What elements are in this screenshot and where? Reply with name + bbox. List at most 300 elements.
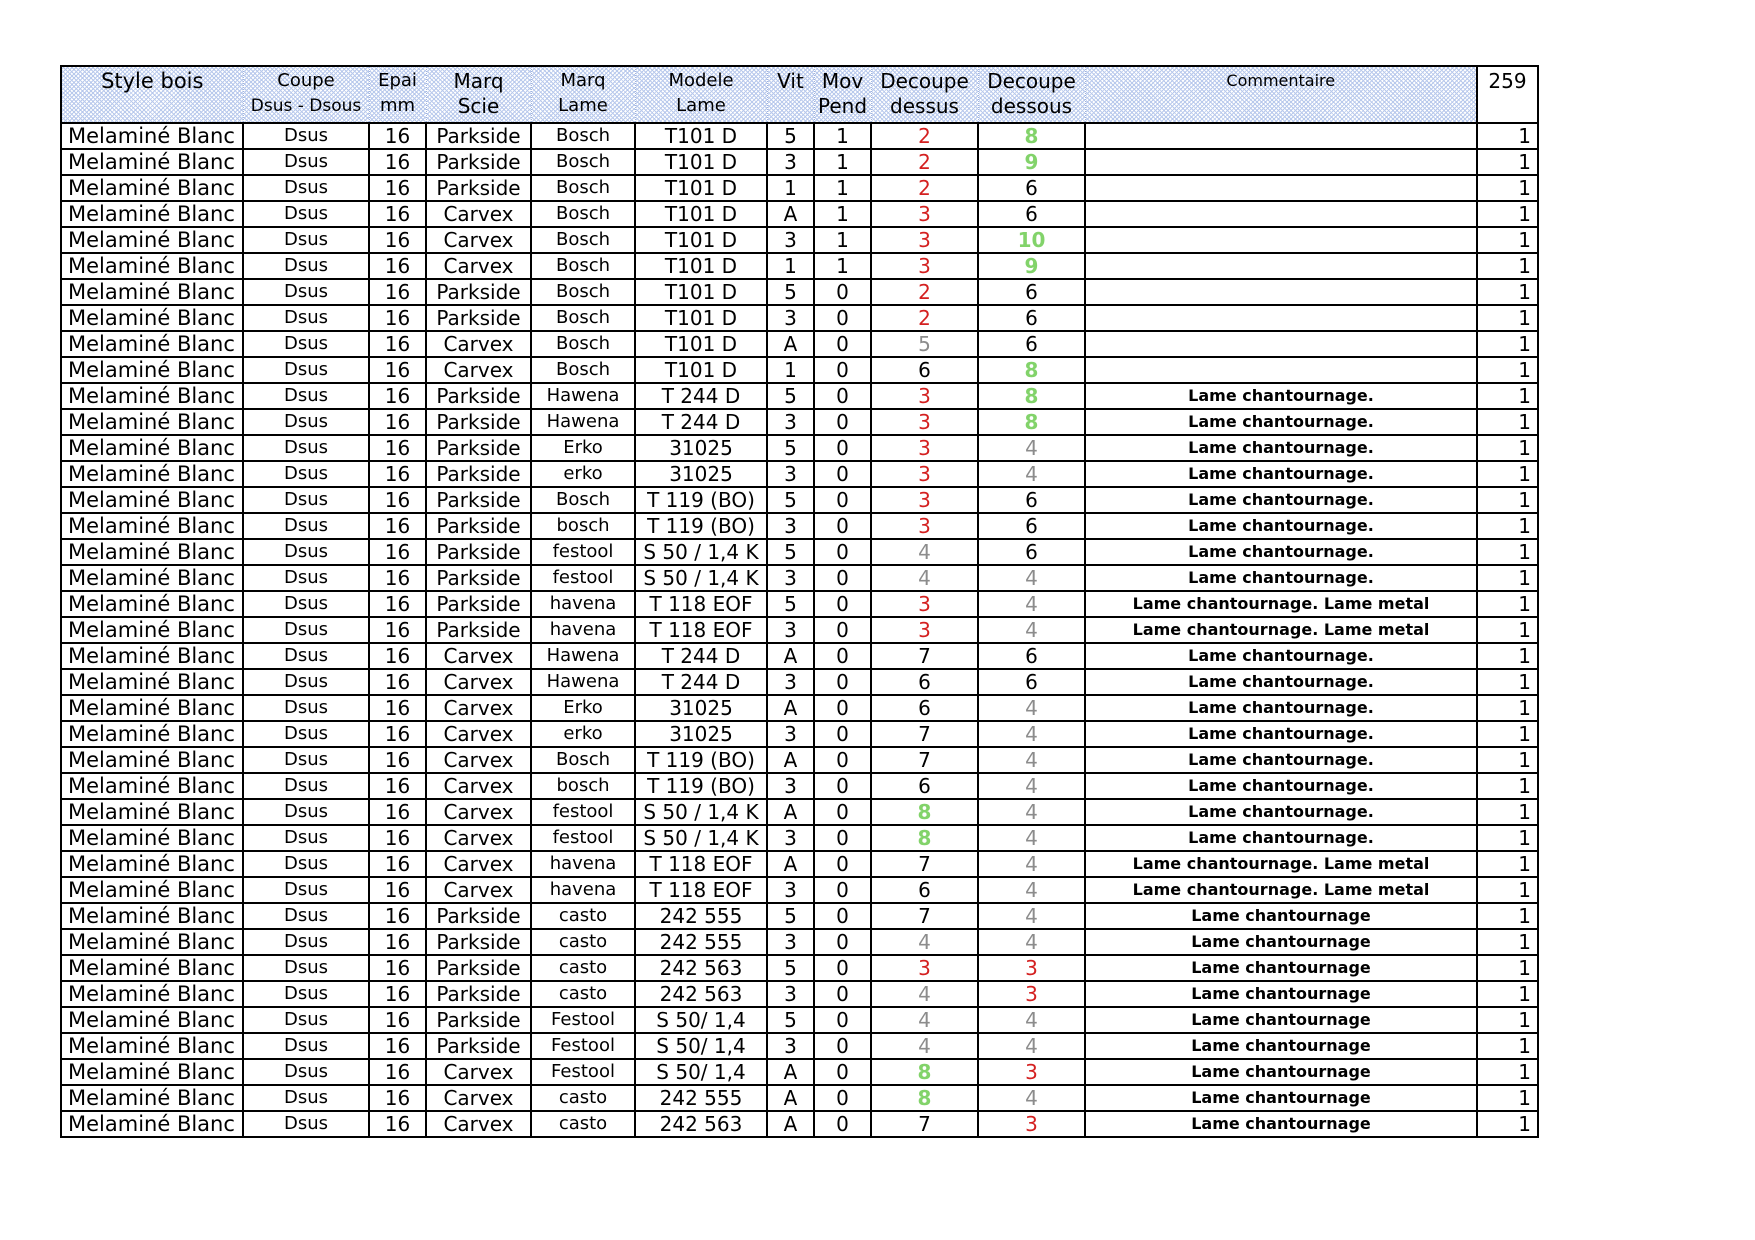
cell-style-bois: Melaminé Blanc xyxy=(61,201,243,227)
cell-decoupe-dessus: 7 xyxy=(871,747,978,773)
cell-commentaire: Lame chantournage xyxy=(1085,1033,1477,1059)
cell-epai: 16 xyxy=(369,1111,426,1137)
cell-marq-lame: havena xyxy=(531,617,635,643)
cell-mov: 0 xyxy=(814,721,871,747)
cell-mov: 0 xyxy=(814,643,871,669)
cell-epai: 16 xyxy=(369,227,426,253)
cell-epai: 16 xyxy=(369,591,426,617)
cell-decoupe-dessous: 4 xyxy=(978,1033,1085,1059)
cell-decoupe-dessus: 4 xyxy=(871,1007,978,1033)
cell-count: 1 xyxy=(1477,253,1538,279)
cell-mov: 1 xyxy=(814,175,871,201)
cell-mov: 0 xyxy=(814,1111,871,1137)
cell-coupe: Dsus xyxy=(243,565,369,591)
cell-epai: 16 xyxy=(369,617,426,643)
cell-style-bois: Melaminé Blanc xyxy=(61,1059,243,1085)
cell-vit: 3 xyxy=(767,1033,814,1059)
header-modele: Modele Lame xyxy=(635,66,767,123)
cell-marq-lame: Bosch xyxy=(531,227,635,253)
cell-commentaire: Lame chantournage. xyxy=(1085,747,1477,773)
cell-marq-lame: Bosch xyxy=(531,357,635,383)
cell-mov: 0 xyxy=(814,695,871,721)
cell-count: 1 xyxy=(1477,747,1538,773)
cell-decoupe-dessous: 6 xyxy=(978,175,1085,201)
table-header xyxy=(61,66,1538,123)
cell-decoupe-dessus: 3 xyxy=(871,487,978,513)
cell-marq-scie: Parkside xyxy=(426,539,531,565)
cell-decoupe-dessous: 6 xyxy=(978,487,1085,513)
cell-coupe: Dsus xyxy=(243,1007,369,1033)
cell-count: 1 xyxy=(1477,1059,1538,1085)
cell-vit: A xyxy=(767,1111,814,1137)
cell-mov: 1 xyxy=(814,201,871,227)
cell-marq-lame: bosch xyxy=(531,773,635,799)
cell-epai: 16 xyxy=(369,1059,426,1085)
cell-commentaire: Lame chantournage. xyxy=(1085,513,1477,539)
cell-mov: 0 xyxy=(814,799,871,825)
cell-decoupe-dessus: 6 xyxy=(871,669,978,695)
cell-style-bois: Melaminé Blanc xyxy=(61,695,243,721)
cell-mov: 0 xyxy=(814,513,871,539)
cell-decoupe-dessus: 2 xyxy=(871,123,978,149)
cell-count: 1 xyxy=(1477,825,1538,851)
cell-marq-scie: Parkside xyxy=(426,1007,531,1033)
cell-commentaire: Lame chantournage. xyxy=(1085,695,1477,721)
cell-marq-scie: Carvex xyxy=(426,227,531,253)
cell-modele: 31025 xyxy=(635,695,767,721)
results-table xyxy=(60,65,1539,1138)
cell-coupe: Dsus xyxy=(243,955,369,981)
cell-epai: 16 xyxy=(369,279,426,305)
cell-coupe: Dsus xyxy=(243,123,369,149)
cell-commentaire: Lame chantournage. xyxy=(1085,409,1477,435)
table-row xyxy=(61,981,1538,1007)
cell-count: 1 xyxy=(1477,591,1538,617)
cell-decoupe-dessous: 4 xyxy=(978,565,1085,591)
table-row xyxy=(61,279,1538,305)
cell-commentaire: Lame chantournage xyxy=(1085,1007,1477,1033)
cell-coupe: Dsus xyxy=(243,981,369,1007)
cell-coupe: Dsus xyxy=(243,487,369,513)
cell-vit: 5 xyxy=(767,903,814,929)
cell-count: 1 xyxy=(1477,461,1538,487)
cell-mov: 0 xyxy=(814,955,871,981)
cell-decoupe-dessous: 9 xyxy=(978,149,1085,175)
cell-marq-lame: Bosch xyxy=(531,305,635,331)
cell-decoupe-dessous: 4 xyxy=(978,695,1085,721)
cell-coupe: Dsus xyxy=(243,851,369,877)
cell-marq-scie: Parkside xyxy=(426,981,531,1007)
cell-commentaire: Lame chantournage xyxy=(1085,1085,1477,1111)
cell-decoupe-dessous: 3 xyxy=(978,955,1085,981)
table-row xyxy=(61,513,1538,539)
cell-marq-scie: Parkside xyxy=(426,279,531,305)
cell-vit: A xyxy=(767,1059,814,1085)
cell-decoupe-dessous: 3 xyxy=(978,1059,1085,1085)
cell-count: 1 xyxy=(1477,357,1538,383)
cell-commentaire: Lame chantournage. Lame metal xyxy=(1085,617,1477,643)
cell-commentaire xyxy=(1085,175,1477,201)
cell-count: 1 xyxy=(1477,903,1538,929)
cell-commentaire: Lame chantournage. xyxy=(1085,383,1477,409)
cell-commentaire xyxy=(1085,253,1477,279)
cell-coupe: Dsus xyxy=(243,1111,369,1137)
cell-style-bois: Melaminé Blanc xyxy=(61,617,243,643)
cell-vit: A xyxy=(767,1085,814,1111)
cell-mov: 0 xyxy=(814,669,871,695)
cell-style-bois: Melaminé Blanc xyxy=(61,1111,243,1137)
cell-modele: T101 D xyxy=(635,331,767,357)
cell-commentaire xyxy=(1085,305,1477,331)
cell-marq-scie: Parkside xyxy=(426,1033,531,1059)
cell-marq-lame: festool xyxy=(531,825,635,851)
cell-decoupe-dessous: 4 xyxy=(978,721,1085,747)
cell-decoupe-dessous: 4 xyxy=(978,1007,1085,1033)
cell-modele: T101 D xyxy=(635,123,767,149)
cell-marq-lame: festool xyxy=(531,565,635,591)
cell-marq-scie: Parkside xyxy=(426,305,531,331)
cell-vit: 5 xyxy=(767,539,814,565)
table-row xyxy=(61,149,1538,175)
cell-decoupe-dessus: 2 xyxy=(871,149,978,175)
cell-decoupe-dessus: 3 xyxy=(871,617,978,643)
cell-mov: 0 xyxy=(814,435,871,461)
cell-decoupe-dessous: 10 xyxy=(978,227,1085,253)
cell-coupe: Dsus xyxy=(243,539,369,565)
cell-count: 1 xyxy=(1477,669,1538,695)
table-row xyxy=(61,331,1538,357)
cell-count: 1 xyxy=(1477,513,1538,539)
cell-decoupe-dessus: 7 xyxy=(871,1111,978,1137)
cell-vit: 1 xyxy=(767,357,814,383)
cell-mov: 0 xyxy=(814,773,871,799)
cell-marq-scie: Carvex xyxy=(426,1085,531,1111)
cell-decoupe-dessus: 4 xyxy=(871,981,978,1007)
cell-decoupe-dessus: 2 xyxy=(871,175,978,201)
cell-modele: S 50/ 1,4 xyxy=(635,1033,767,1059)
cell-vit: 3 xyxy=(767,669,814,695)
cell-vit: A xyxy=(767,851,814,877)
cell-marq-lame: casto xyxy=(531,929,635,955)
table-row xyxy=(61,877,1538,903)
cell-vit: 5 xyxy=(767,435,814,461)
cell-marq-lame: Festool xyxy=(531,1007,635,1033)
table-row xyxy=(61,461,1538,487)
cell-decoupe-dessus: 2 xyxy=(871,305,978,331)
cell-coupe: Dsus xyxy=(243,721,369,747)
cell-coupe: Dsus xyxy=(243,1059,369,1085)
cell-commentaire xyxy=(1085,227,1477,253)
cell-epai: 16 xyxy=(369,331,426,357)
table-row xyxy=(61,955,1538,981)
cell-commentaire: Lame chantournage. xyxy=(1085,643,1477,669)
cell-mov: 0 xyxy=(814,591,871,617)
cell-mov: 0 xyxy=(814,851,871,877)
cell-epai: 16 xyxy=(369,721,426,747)
cell-modele: T 119 (BO) xyxy=(635,747,767,773)
cell-mov: 0 xyxy=(814,357,871,383)
cell-marq-scie: Carvex xyxy=(426,721,531,747)
cell-marq-scie: Parkside xyxy=(426,591,531,617)
cell-decoupe-dessous: 6 xyxy=(978,669,1085,695)
cell-marq-lame: Bosch xyxy=(531,487,635,513)
cell-modele: 242 563 xyxy=(635,981,767,1007)
cell-decoupe-dessous: 6 xyxy=(978,305,1085,331)
cell-mov: 0 xyxy=(814,903,871,929)
cell-decoupe-dessus: 3 xyxy=(871,513,978,539)
cell-coupe: Dsus xyxy=(243,435,369,461)
cell-marq-lame: erko xyxy=(531,461,635,487)
cell-vit: 5 xyxy=(767,591,814,617)
cell-style-bois: Melaminé Blanc xyxy=(61,279,243,305)
cell-decoupe-dessous: 6 xyxy=(978,539,1085,565)
cell-modele: T 119 (BO) xyxy=(635,513,767,539)
cell-modele: T 244 D xyxy=(635,383,767,409)
cell-modele: S 50 / 1,4 K xyxy=(635,799,767,825)
header-decoupe-dessous: Decoupe dessous xyxy=(978,66,1085,123)
cell-decoupe-dessus: 3 xyxy=(871,409,978,435)
cell-mov: 0 xyxy=(814,331,871,357)
cell-coupe: Dsus xyxy=(243,877,369,903)
cell-marq-lame: Erko xyxy=(531,435,635,461)
cell-style-bois: Melaminé Blanc xyxy=(61,253,243,279)
cell-marq-scie: Carvex xyxy=(426,825,531,851)
cell-decoupe-dessous: 8 xyxy=(978,409,1085,435)
cell-decoupe-dessus: 4 xyxy=(871,929,978,955)
cell-marq-scie: Parkside xyxy=(426,929,531,955)
cell-vit: A xyxy=(767,695,814,721)
cell-decoupe-dessous: 6 xyxy=(978,513,1085,539)
cell-epai: 16 xyxy=(369,773,426,799)
cell-style-bois: Melaminé Blanc xyxy=(61,357,243,383)
cell-coupe: Dsus xyxy=(243,929,369,955)
cell-modele: T 244 D xyxy=(635,643,767,669)
cell-epai: 16 xyxy=(369,903,426,929)
cell-marq-lame: casto xyxy=(531,903,635,929)
cell-style-bois: Melaminé Blanc xyxy=(61,747,243,773)
cell-mov: 1 xyxy=(814,253,871,279)
cell-vit: 1 xyxy=(767,253,814,279)
cell-marq-scie: Parkside xyxy=(426,435,531,461)
cell-marq-lame: havena xyxy=(531,591,635,617)
table-row xyxy=(61,357,1538,383)
cell-decoupe-dessous: 4 xyxy=(978,461,1085,487)
table-row xyxy=(61,591,1538,617)
cell-modele: T101 D xyxy=(635,227,767,253)
cell-marq-lame: Festool xyxy=(531,1059,635,1085)
cell-count: 1 xyxy=(1477,877,1538,903)
cell-commentaire: Lame chantournage. xyxy=(1085,721,1477,747)
cell-marq-lame: Bosch xyxy=(531,747,635,773)
cell-commentaire xyxy=(1085,331,1477,357)
cell-coupe: Dsus xyxy=(243,695,369,721)
cell-style-bois: Melaminé Blanc xyxy=(61,123,243,149)
cell-style-bois: Melaminé Blanc xyxy=(61,851,243,877)
cell-count: 1 xyxy=(1477,773,1538,799)
cell-vit: 5 xyxy=(767,1007,814,1033)
cell-marq-lame: Bosch xyxy=(531,201,635,227)
cell-modele: T101 D xyxy=(635,253,767,279)
cell-modele: S 50 / 1,4 K xyxy=(635,565,767,591)
cell-count: 1 xyxy=(1477,617,1538,643)
cell-count: 1 xyxy=(1477,643,1538,669)
cell-marq-lame: erko xyxy=(531,721,635,747)
cell-style-bois: Melaminé Blanc xyxy=(61,539,243,565)
cell-coupe: Dsus xyxy=(243,669,369,695)
cell-decoupe-dessus: 3 xyxy=(871,435,978,461)
cell-marq-scie: Parkside xyxy=(426,409,531,435)
cell-mov: 0 xyxy=(814,877,871,903)
cell-vit: 3 xyxy=(767,721,814,747)
cell-marq-scie: Parkside xyxy=(426,175,531,201)
cell-count: 1 xyxy=(1477,539,1538,565)
cell-epai: 16 xyxy=(369,565,426,591)
cell-modele: S 50 / 1,4 K xyxy=(635,539,767,565)
cell-mov: 0 xyxy=(814,279,871,305)
header-commentaire: Commentaire xyxy=(1085,66,1477,123)
cell-commentaire: Lame chantournage xyxy=(1085,1059,1477,1085)
cell-style-bois: Melaminé Blanc xyxy=(61,383,243,409)
header-marq-scie: Marq Scie xyxy=(426,66,531,123)
cell-count: 1 xyxy=(1477,1085,1538,1111)
cell-decoupe-dessous: 8 xyxy=(978,123,1085,149)
cell-style-bois: Melaminé Blanc xyxy=(61,773,243,799)
cell-commentaire: Lame chantournage xyxy=(1085,929,1477,955)
cell-epai: 16 xyxy=(369,929,426,955)
cell-marq-lame: casto xyxy=(531,955,635,981)
cell-commentaire: Lame chantournage xyxy=(1085,981,1477,1007)
cell-vit: 5 xyxy=(767,123,814,149)
cell-count: 1 xyxy=(1477,383,1538,409)
cell-coupe: Dsus xyxy=(243,747,369,773)
table-row xyxy=(61,1111,1538,1137)
cell-count: 1 xyxy=(1477,1111,1538,1137)
cell-commentaire: Lame chantournage. xyxy=(1085,461,1477,487)
cell-marq-scie: Carvex xyxy=(426,643,531,669)
cell-coupe: Dsus xyxy=(243,799,369,825)
cell-modele: 242 555 xyxy=(635,1085,767,1111)
cell-vit: 5 xyxy=(767,487,814,513)
cell-epai: 16 xyxy=(369,955,426,981)
cell-coupe: Dsus xyxy=(243,773,369,799)
cell-marq-scie: Parkside xyxy=(426,617,531,643)
cell-vit: 1 xyxy=(767,175,814,201)
cell-modele: 242 555 xyxy=(635,929,767,955)
cell-mov: 0 xyxy=(814,461,871,487)
cell-modele: T101 D xyxy=(635,305,767,331)
cell-vit: 3 xyxy=(767,461,814,487)
cell-commentaire: Lame chantournage. xyxy=(1085,435,1477,461)
cell-decoupe-dessus: 3 xyxy=(871,253,978,279)
cell-style-bois: Melaminé Blanc xyxy=(61,1007,243,1033)
cell-style-bois: Melaminé Blanc xyxy=(61,669,243,695)
cell-vit: 3 xyxy=(767,513,814,539)
cell-count: 1 xyxy=(1477,279,1538,305)
cell-mov: 0 xyxy=(814,487,871,513)
cell-marq-lame: festool xyxy=(531,539,635,565)
cell-mov: 1 xyxy=(814,227,871,253)
table-row xyxy=(61,539,1538,565)
table-row xyxy=(61,721,1538,747)
cell-modele: 31025 xyxy=(635,435,767,461)
table-row xyxy=(61,1007,1538,1033)
cell-count: 1 xyxy=(1477,955,1538,981)
cell-marq-scie: Carvex xyxy=(426,201,531,227)
cell-vit: 3 xyxy=(767,929,814,955)
cell-commentaire: Lame chantournage. xyxy=(1085,565,1477,591)
cell-style-bois: Melaminé Blanc xyxy=(61,435,243,461)
cell-count: 1 xyxy=(1477,123,1538,149)
cell-epai: 16 xyxy=(369,435,426,461)
cell-marq-lame: bosch xyxy=(531,513,635,539)
cell-count: 1 xyxy=(1477,201,1538,227)
table-row xyxy=(61,1033,1538,1059)
cell-marq-scie: Parkside xyxy=(426,383,531,409)
cell-epai: 16 xyxy=(369,1007,426,1033)
cell-decoupe-dessus: 3 xyxy=(871,227,978,253)
cell-vit: 3 xyxy=(767,409,814,435)
cell-marq-lame: Hawena xyxy=(531,383,635,409)
cell-commentaire: Lame chantournage. Lame metal xyxy=(1085,591,1477,617)
cell-vit: 5 xyxy=(767,383,814,409)
cell-decoupe-dessus: 3 xyxy=(871,955,978,981)
cell-coupe: Dsus xyxy=(243,201,369,227)
table-row xyxy=(61,1059,1538,1085)
cell-marq-lame: Bosch xyxy=(531,175,635,201)
cell-marq-scie: Parkside xyxy=(426,513,531,539)
cell-style-bois: Melaminé Blanc xyxy=(61,487,243,513)
cell-epai: 16 xyxy=(369,305,426,331)
table-body xyxy=(61,123,1538,1137)
cell-mov: 0 xyxy=(814,825,871,851)
cell-mov: 0 xyxy=(814,539,871,565)
table-row xyxy=(61,487,1538,513)
cell-modele: T 244 D xyxy=(635,669,767,695)
cell-coupe: Dsus xyxy=(243,461,369,487)
header-coupe: Coupe Dsus - Dsous xyxy=(243,66,369,123)
cell-decoupe-dessous: 4 xyxy=(978,773,1085,799)
cell-epai: 16 xyxy=(369,409,426,435)
cell-style-bois: Melaminé Blanc xyxy=(61,643,243,669)
cell-style-bois: Melaminé Blanc xyxy=(61,175,243,201)
cell-decoupe-dessus: 8 xyxy=(871,799,978,825)
cell-coupe: Dsus xyxy=(243,825,369,851)
cell-modele: 31025 xyxy=(635,461,767,487)
cell-decoupe-dessus: 6 xyxy=(871,695,978,721)
header-style-bois: Style bois xyxy=(61,66,243,123)
cell-modele: T101 D xyxy=(635,357,767,383)
cell-marq-scie: Parkside xyxy=(426,149,531,175)
cell-marq-lame: casto xyxy=(531,1085,635,1111)
cell-marq-scie: Carvex xyxy=(426,877,531,903)
cell-decoupe-dessous: 9 xyxy=(978,253,1085,279)
cell-marq-scie: Carvex xyxy=(426,747,531,773)
table-row xyxy=(61,175,1538,201)
cell-style-bois: Melaminé Blanc xyxy=(61,825,243,851)
cell-epai: 16 xyxy=(369,877,426,903)
cell-marq-lame: havena xyxy=(531,877,635,903)
cell-commentaire xyxy=(1085,279,1477,305)
cell-count: 1 xyxy=(1477,799,1538,825)
cell-count: 1 xyxy=(1477,149,1538,175)
table-row xyxy=(61,383,1538,409)
header-count: 259 xyxy=(1477,66,1538,123)
cell-decoupe-dessous: 4 xyxy=(978,825,1085,851)
cell-mov: 0 xyxy=(814,747,871,773)
cell-epai: 16 xyxy=(369,149,426,175)
table-row xyxy=(61,669,1538,695)
cell-vit: 3 xyxy=(767,227,814,253)
